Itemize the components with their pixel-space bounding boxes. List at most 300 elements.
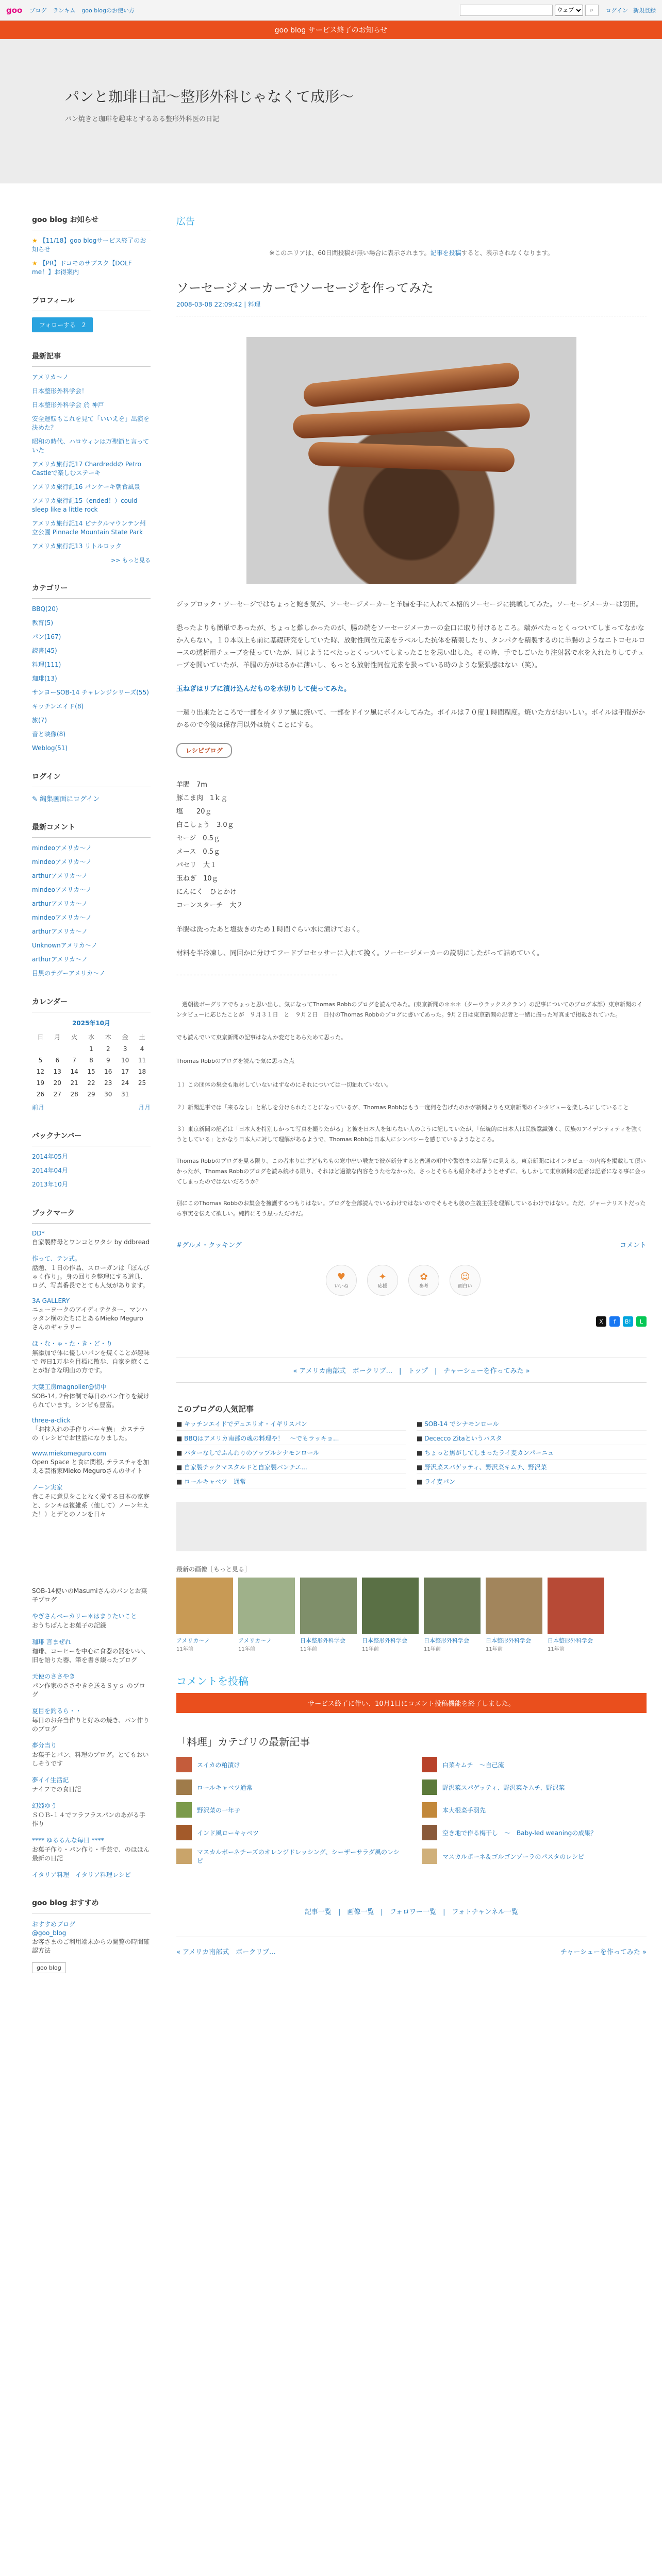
calendar-day[interactable]: 22: [87, 1079, 95, 1087]
category-latest-link[interactable]: 本大根菜手羽先: [442, 1806, 486, 1814]
calendar-day[interactable]: 29: [87, 1091, 95, 1098]
calendar-day[interactable]: 5: [38, 1057, 43, 1064]
calendar-day[interactable]: 14: [70, 1068, 78, 1075]
category-latest-link[interactable]: 野沢菜の一年子: [197, 1806, 241, 1814]
grey-band: [176, 1502, 647, 1551]
post-title[interactable]: ソーセージメーカーでソーセージを作ってみた: [176, 281, 434, 295]
popular-heading: このブログの人気記事: [176, 1404, 254, 1414]
ingredient-item: にんにく ひとかけ: [176, 888, 237, 896]
goo-blog-badge[interactable]: goo blog: [32, 1962, 66, 1973]
calendar-day[interactable]: 23: [104, 1079, 112, 1087]
top-link-ranking[interactable]: ランキム: [53, 7, 76, 14]
calendar-day[interactable]: 15: [87, 1068, 95, 1075]
calendar-day[interactable]: 9: [106, 1057, 110, 1064]
follow-button[interactable]: [32, 317, 93, 332]
bookmark-desc: SOB-14使いのMasumiさんのパンとお菓子ブログ: [32, 1587, 147, 1603]
bookmark-link[interactable]: 夏目を釣るら・・: [32, 1707, 82, 1715]
recipe-blog-button[interactable]: レシピブログ: [176, 743, 232, 758]
comment-item[interactable]: mindeoアメリカ〜ノ: [32, 858, 92, 866]
search-input[interactable]: [460, 5, 553, 16]
comment-item[interactable]: mindeoアメリカ〜ノ: [32, 886, 92, 893]
recent-image-pic[interactable]: [548, 1578, 604, 1634]
calendar-day[interactable]: 16: [104, 1068, 112, 1075]
category-link[interactable]: BBQ(20): [32, 605, 58, 613]
bookmark-link[interactable]: www.miekomeguro.com: [32, 1450, 106, 1457]
login-link[interactable]: ログイン: [605, 7, 628, 14]
category-link[interactable]: Weblog(51): [32, 744, 68, 752]
bookmark-link[interactable]: 3A GALLERY: [32, 1297, 70, 1304]
popular-link[interactable]: バターなしでふんわりのアップルシナモンロール: [184, 1449, 320, 1456]
service-end-notice[interactable]: goo blog サービス終了のお知らせ: [0, 21, 662, 39]
thumbnail-icon: ■: [176, 1449, 185, 1456]
profile-section: [32, 295, 151, 332]
post-article-link[interactable]: 記事を投稿: [430, 249, 461, 257]
category-latest-thumb[interactable]: [176, 1825, 192, 1840]
calendar-day[interactable]: 4: [140, 1045, 144, 1053]
recent-post-link[interactable]: 安全運転もこれを見て「いいえを」出演を決めた？: [32, 415, 150, 431]
calendar-day[interactable]: 1: [89, 1045, 93, 1053]
recent-images: [176, 1578, 647, 1652]
recent-image[interactable]: [300, 1578, 357, 1652]
bookmark-link[interactable]: やぎさんベーカリー＊はまりたいこと: [32, 1613, 137, 1620]
footer-next-link[interactable]: チャーシューを作ってみた »: [560, 1948, 647, 1956]
bookmark-desc: 食こそに意見をことなく愛する日本の家庭と、シンキは複雑系（他して）ノーン年えた！）とデとのノンを日々: [32, 1493, 150, 1518]
sausage-shape: [292, 403, 531, 439]
comment-item[interactable]: arthurアメリカ〜ノ: [32, 956, 88, 963]
recent-image[interactable]: [176, 1578, 233, 1652]
reaction-button[interactable]: [326, 1265, 357, 1296]
calendar-day[interactable]: 17: [121, 1068, 129, 1075]
category-latest-item[interactable]: [176, 1802, 401, 1818]
bookmark-desc: ニューヨークのアイディテクター、マンハッタン横のたちにとあるMieko Meguro さんのギャラリー: [32, 1306, 147, 1331]
reaction-icon: ♥: [337, 1272, 346, 1282]
login-heading: ログイン: [32, 771, 151, 787]
recent-more-link[interactable]: >> もっと見る: [111, 557, 151, 564]
bookmark-link[interactable]: three-a-click: [32, 1417, 71, 1424]
calendar-weekday-row: [32, 1030, 151, 1043]
calendar-week: [32, 1077, 151, 1089]
bookmark-desc: ナイフでの食日記: [32, 1786, 81, 1793]
top-link-blog[interactable]: ブログ: [29, 7, 47, 14]
bookmark-link[interactable]: **** ゆるるんな毎日 ****: [32, 1837, 104, 1844]
calendar-day[interactable]: 30: [104, 1091, 112, 1098]
recent-section: [32, 351, 151, 564]
news-link[interactable]: 【PR】ドコモのサブスク【DOLF me！】お得案内: [32, 260, 132, 276]
thumbnail-icon: ■: [176, 1420, 185, 1428]
calendar-prev[interactable]: 前月: [32, 1104, 45, 1111]
popular-item[interactable]: [417, 1463, 647, 1474]
sidebar-grey-gap: [32, 1537, 151, 1587]
category-latest-item[interactable]: [176, 1825, 401, 1840]
calendar-day[interactable]: 8: [89, 1057, 93, 1064]
post-paragraph: 別にこのThomas Robbのお集会を擁護するつもりはない。ブログを全部読んでいるわけではないのでそもそも彼の主義主張を理解しているわけではない。ただ、ジャーナリストだったら事実を伝えて欲しい。純粋にそう思っただけだ。: [176, 1200, 646, 1217]
category-heading: カテゴリー: [32, 583, 151, 599]
news-link[interactable]: 【11/18】goo blogサービス終了のお知らせ: [32, 237, 146, 253]
reaction-button[interactable]: [367, 1265, 398, 1296]
calendar-day[interactable]: 19: [36, 1079, 45, 1087]
sausage-shape: [303, 362, 521, 408]
category-latest-link[interactable]: マスカルポーネ＆ゴルゴンゾーラのパスタのレシピ: [442, 1853, 585, 1860]
content-wrap: [0, 183, 662, 1992]
comments-list: [32, 844, 151, 978]
recent-image-caption[interactable]: アメリカ〜ノ: [238, 1637, 272, 1644]
comment-item[interactable]: arthurアメリカ〜ノ: [32, 872, 88, 879]
comment-closed-bar[interactable]: サービス終了に伴い、10月1日にコメント投稿機能を終了しました。: [176, 1693, 647, 1713]
recent-post-link[interactable]: アメリカ〜ノ: [32, 374, 69, 381]
share-buttons: [176, 1316, 647, 1327]
share-icon[interactable]: L: [636, 1316, 647, 1327]
popular-item[interactable]: [417, 1434, 647, 1445]
recent-image-caption[interactable]: 日本整形外科学会: [486, 1637, 531, 1644]
popular-link[interactable]: 野沢菜スパゲッティ、野沢菜キムチ、野沢菜: [424, 1464, 547, 1471]
bookmark-desc: パン作家のささやきを送るＳｙｓ のブログ: [32, 1682, 145, 1698]
post-category[interactable]: 料理: [248, 301, 261, 308]
bookmark-link[interactable]: 作って、テン式。: [32, 1255, 81, 1262]
calendar-weekday: 日: [37, 1033, 44, 1041]
calendar-weekday: 土: [139, 1033, 145, 1041]
calendar-day[interactable]: 26: [36, 1091, 45, 1098]
ingredient-item: 白こしょう 3.0ｇ: [176, 821, 234, 829]
calendar-day[interactable]: 21: [70, 1079, 78, 1087]
calendar-day[interactable]: 6: [55, 1057, 60, 1064]
bookmark-link[interactable]: ほ・な・ゃ・た・き・ど・り: [32, 1340, 113, 1347]
share-icon[interactable]: f: [609, 1316, 620, 1327]
popular-link[interactable]: ライ麦パン: [424, 1478, 455, 1485]
recommend-note[interactable]: お客さまのご利用端末からの閲覧の時間確認方法: [32, 1938, 150, 1954]
category-latest-item[interactable]: [422, 1780, 647, 1795]
popular-link[interactable]: ロールキャベツ 通常: [184, 1478, 246, 1485]
reaction-label: いいね: [334, 1284, 349, 1289]
comment-item[interactable]: arthurアメリカ〜ノ: [32, 928, 88, 935]
footer-prev-link[interactable]: « アメリカ南部式 ボークリブ...: [176, 1948, 276, 1956]
recent-post-link[interactable]: アメリカ旅行記17 Chardreddの Petro Castleで楽しむステーキ: [32, 461, 141, 477]
sausage-shape: [308, 442, 515, 472]
category-latest-link[interactable]: マスカルポーネチーズのオレンジドレッシング、シーザーサラダ風のレシピ: [197, 1849, 400, 1865]
recent-image-caption[interactable]: 日本整形外科学会: [300, 1637, 345, 1644]
category-latest-item[interactable]: [176, 1848, 401, 1865]
star-icon: ★: [32, 260, 38, 267]
recent-post-link[interactable]: アメリカ旅行記15（ended！）could sleep like a little rock: [32, 497, 138, 513]
top-bar: [0, 0, 662, 21]
news-item[interactable]: [32, 259, 151, 277]
post-paragraph: ジップロック・ソーセージではちょっと飽き気が、ソーセージメーカーと羊腸を手に入れて本格的ソーセージに挑戦してみた。ソーセージメーカーは羽田。: [176, 601, 643, 608]
share-icon[interactable]: X: [596, 1316, 606, 1327]
ingredient-item: 羊腸 7m: [176, 781, 207, 789]
category-link[interactable]: 旅(7): [32, 717, 47, 724]
comments-heading: 最新コメント: [32, 822, 151, 838]
recent-image-date: 11年前: [176, 1647, 193, 1652]
comment-link[interactable]: コメント: [619, 1242, 647, 1249]
popular-item[interactable]: [176, 1434, 406, 1445]
recent-image-caption[interactable]: アメリカ〜ノ: [176, 1637, 210, 1644]
recommend-section: [32, 1897, 151, 1973]
category-latest-item[interactable]: [422, 1802, 647, 1818]
post-paragraph: 一週り出来たところで一部をイタリア風に焼いて、一部をドイツ風にボイルしてみた。ボイルは７０度１時間程度。焼いた方がおいしい。ボイルは手間がかかるので今後は保存用以外は焼くことにする。: [176, 709, 645, 729]
recent-heading: 最新記事: [32, 351, 151, 367]
recommend-x-link[interactable]: @goo_blog: [32, 1929, 67, 1937]
bookmark-heading: ブックマーク: [32, 1208, 151, 1224]
category-latest-link[interactable]: 空き地で作る梅干し 〜 Baby-led weaningの成果？: [442, 1829, 597, 1837]
category-latest-thumb[interactable]: [422, 1757, 437, 1772]
ingredient-item: コーンスターチ 大２: [176, 902, 243, 909]
recent-image-pic[interactable]: [300, 1578, 357, 1634]
category-latest-thumb[interactable]: [422, 1849, 437, 1864]
share-icon[interactable]: B!: [623, 1316, 633, 1327]
category-latest-item[interactable]: [422, 1825, 647, 1840]
popular-link[interactable]: キッチンエイドでデュエリオ・イギリスパン: [184, 1420, 307, 1428]
ingredient-item: セージ 0.5ｇ: [176, 835, 220, 842]
recent-post-link[interactable]: アメリカ旅行記13 リトルロック: [32, 543, 122, 550]
recent-image-caption[interactable]: 日本整形外科学会: [548, 1637, 593, 1644]
recent-image-date: 11年前: [300, 1647, 317, 1652]
bookmark-link[interactable]: DD*: [32, 1230, 45, 1237]
calendar-heading: カレンダー: [32, 996, 151, 1012]
post-paragraph: 恐ったよりも簡単であったが、ちょっと難しかったのが、腸の端をソーセージメーカーの金口に取り付けるところ。端がベたっとくっついてしまってなかなか入らない。１０本以上も前に基礎研究をしていた時、放射性同位元素をラベルした抗体を精製したり、タンパクを精製するのに羊腸のようなニトロセルロースの透析用チューブを使っていたが、同じようにベたっとくっついてしまったことを思い出した。その時、手でしごいたり注射器で水を入れたりしてチューブを開いていたが、羊腸の方がはるかに薄いし、もっとも放射性同位元素を扱っている時のような緊張感はない（笑）。: [176, 624, 646, 669]
category-link[interactable]: 料理(111): [32, 661, 61, 668]
reaction-label: 面白い: [458, 1284, 472, 1289]
calendar-day: [32, 1043, 49, 1055]
news-section: [32, 214, 151, 277]
calendar-day[interactable]: 27: [53, 1091, 61, 1098]
calendar-next[interactable]: 月月: [138, 1104, 151, 1111]
popular-item[interactable]: [417, 1419, 647, 1431]
category-latest-item[interactable]: [422, 1757, 647, 1772]
post-paragraph: 材料を半冷凍し、同回かに分けてフードプロセッサーに入れて挽く。ソーセージメーカーの説明にしたがって詰めていく。: [176, 950, 544, 957]
category-latest-link[interactable]: ロールキャベツ通常: [197, 1784, 253, 1791]
bookmark-section: [32, 1208, 151, 1519]
comment-item[interactable]: mindeoアメリカ〜ノ: [32, 844, 92, 852]
comment-item[interactable]: mindeoアメリカ〜ノ: [32, 914, 92, 921]
recent-list: [32, 373, 151, 551]
comment-item[interactable]: Unknownアメリカ〜ノ: [32, 942, 97, 949]
backnumber-link[interactable]: 2013年10月: [32, 1181, 68, 1188]
bookmark-link[interactable]: ノーン実家: [32, 1484, 63, 1491]
thumbnail-icon: ■: [176, 1464, 185, 1471]
calendar-day[interactable]: 2: [106, 1045, 110, 1053]
thumbnail-icon: ■: [176, 1478, 185, 1485]
category-link[interactable]: パン(167): [32, 633, 61, 640]
calendar-day: [49, 1043, 66, 1055]
category-latest-link[interactable]: スイカの粕漬け: [197, 1761, 240, 1769]
popular-item[interactable]: [417, 1477, 647, 1488]
thumbnail-icon: ■: [417, 1449, 425, 1456]
bookmark-desc: お菓子作り・パン作り・手芸で、のほほん最新の日記: [32, 1846, 150, 1862]
category-latest-item[interactable]: [176, 1757, 401, 1772]
calendar-weekday: 木: [105, 1033, 111, 1041]
category-link[interactable]: サンヨーSOB-14 チャレンジシリーズ(55): [32, 689, 149, 696]
tag-row: [176, 1240, 647, 1249]
calendar-week: [32, 1055, 151, 1066]
recommend-link[interactable]: おすすめブログ: [32, 1921, 76, 1928]
popular-link[interactable]: ちょっと焦がしてしまったライ麦カンパーニュ: [424, 1449, 554, 1456]
category-latest-heading: 「料理」カテゴリの最新記事: [176, 1736, 310, 1748]
calendar-day[interactable]: 12: [36, 1068, 45, 1075]
category-link[interactable]: 読書(45): [32, 647, 57, 654]
footer-nav[interactable]: 記事一覧 | 画像一覧 | フォロワー一覧 | フォトチャンネル一覧: [304, 1908, 519, 1916]
recent-image-pic[interactable]: [486, 1578, 542, 1634]
calendar-section: [32, 996, 151, 1112]
category-latest-thumb[interactable]: [176, 1849, 192, 1864]
recent-images-label[interactable]: 最新の画像［もっと見る］: [176, 1566, 251, 1573]
login-section: [32, 771, 151, 803]
comments-section: [32, 822, 151, 978]
recent-image-date: 11年前: [424, 1647, 441, 1652]
blog-subtitle: パン焼きと珈琲を趣味とするある整形外科医の日記: [65, 115, 220, 123]
bookmark-desc: 自家製酵母とワンコとワタシ by ddbread: [32, 1239, 150, 1246]
calendar-day[interactable]: 10: [121, 1057, 129, 1064]
bookmark-link[interactable]: 大葉工房magnolier@街中: [32, 1383, 107, 1391]
calendar-day[interactable]: 3: [123, 1045, 127, 1053]
star-icon: ★: [32, 237, 38, 244]
category-link[interactable]: 音と映像(8): [32, 731, 65, 738]
calendar-week: [32, 1043, 151, 1055]
recent-post-link[interactable]: アメリカ旅行記16 パンケーキ朝食風景: [32, 483, 141, 490]
calendar-day[interactable]: 28: [70, 1091, 78, 1098]
popular-item[interactable]: [417, 1448, 647, 1460]
ad-note: [176, 248, 647, 257]
register-link[interactable]: 新規登録: [633, 7, 656, 14]
category-latest-thumb[interactable]: [176, 1757, 192, 1772]
goo-logo[interactable]: goo: [6, 5, 23, 15]
bookmark-link[interactable]: 夢分当り: [32, 1742, 57, 1749]
popular-list: [176, 1419, 647, 1488]
bookmark-desc: 「お抹入れの手作りパーキ族」 カステラの（レシピでお世話になりました。: [32, 1426, 145, 1442]
popular-item[interactable]: [176, 1463, 406, 1474]
calendar-day[interactable]: 31: [121, 1091, 129, 1098]
recent-image-pic[interactable]: [362, 1578, 419, 1634]
calendar-day[interactable]: 20: [53, 1079, 61, 1087]
recent-image[interactable]: [238, 1578, 295, 1652]
gourmet-tag[interactable]: #グルメ・クッキング: [176, 1242, 242, 1249]
bookmark-link[interactable]: イタリア料理 イタリア料理レシピ: [32, 1871, 131, 1878]
search-scope-select[interactable]: [555, 5, 583, 16]
recent-post-link[interactable]: 日本整形外科学会！: [32, 387, 88, 395]
popular-link[interactable]: 自家製チックマスタルドと自家製パンチエ...: [184, 1464, 307, 1471]
news-item[interactable]: [32, 236, 151, 254]
post-paragraph: 羊腸は洗ったあと塩抜きのため１時間ぐらい水に漬けておく。: [176, 926, 364, 934]
bookmark-more-section: [32, 1587, 151, 1879]
reaction-icon: ✿: [420, 1272, 428, 1282]
edit-login-link[interactable]: [32, 793, 151, 803]
post-paragraph: でも読んでいて東京新聞の記事はなんか変だとあらためて思った。: [176, 1034, 346, 1041]
category-latest-thumb[interactable]: [422, 1780, 437, 1795]
category-link[interactable]: 教育(5): [32, 619, 53, 626]
recent-image-date: 11年前: [362, 1647, 379, 1652]
reaction-label: 応援: [377, 1284, 387, 1289]
reaction-button[interactable]: [450, 1265, 481, 1296]
category-link[interactable]: 珈琲(13): [32, 675, 57, 682]
bookmark-link[interactable]: 天使のささやき: [32, 1673, 76, 1680]
recent-image-pic[interactable]: [176, 1578, 233, 1634]
footer-pager: [176, 1937, 647, 1956]
bookmark-list: [32, 1230, 151, 1519]
blog-title[interactable]: パンと珈琲日記〜整形外科じゃなくて成形〜: [65, 88, 354, 105]
reaction-button[interactable]: [408, 1265, 439, 1296]
post-paragraph: １）この団体の集会も取材していないはずなのにそれについては一切触れていない。: [176, 1081, 392, 1088]
calendar-day: [66, 1043, 83, 1055]
category-latest-thumb[interactable]: [422, 1825, 437, 1840]
recent-image-pic[interactable]: [238, 1578, 295, 1634]
category-latest-thumb[interactable]: [422, 1802, 437, 1818]
top-link-howto[interactable]: goo blogのお使い方: [81, 7, 135, 14]
recent-post-link[interactable]: 昭和の時代、ハロウィンは万聖節と言っていた: [32, 438, 150, 454]
edit-login-label: 編集画面にログイン: [40, 795, 100, 803]
recent-image[interactable]: [486, 1578, 542, 1652]
calendar-day[interactable]: 7: [72, 1057, 76, 1064]
popular-item[interactable]: [176, 1448, 406, 1460]
recent-image-caption[interactable]: 日本整形外科学会: [362, 1637, 407, 1644]
popular-link[interactable]: SOB-14 でシナモンロール: [424, 1420, 499, 1428]
category-latest-thumb[interactable]: [176, 1780, 192, 1795]
recent-image-caption[interactable]: 日本整形外科学会: [424, 1637, 469, 1644]
bookmark-link[interactable]: 珈琲 言まぜれ: [32, 1638, 71, 1646]
calendar-day[interactable]: 24: [121, 1079, 129, 1087]
popular-link[interactable]: BBQはアメリカ南部の魂の料理や！ 〜でもラッキョ...: [184, 1435, 339, 1442]
popular-link[interactable]: Dececco Zitaというパスタ: [424, 1435, 502, 1442]
backnumber-list: [32, 1153, 151, 1189]
comment-item[interactable]: arthurアメリカ〜ノ: [32, 900, 88, 907]
ingredient-item: 豚こま肉 1ｋｇ: [176, 794, 228, 802]
calendar-day[interactable]: 18: [138, 1068, 146, 1075]
category-latest-link[interactable]: 白菜キムチ 〜自己流: [442, 1761, 504, 1769]
bookmark-link[interactable]: 夢イイ生活記: [32, 1776, 69, 1784]
post-meta: 2008-03-08 22:09:42 | 料理: [176, 301, 261, 308]
category-latest-thumb[interactable]: [176, 1802, 192, 1818]
recent-image[interactable]: [424, 1578, 481, 1652]
follow-count: 2: [81, 321, 86, 329]
category-latest-item[interactable]: [176, 1780, 401, 1795]
bookmark-desc: ＳＯＢ-１４でフラフラスパンのあがる手作り: [32, 1811, 145, 1827]
category-latest-link[interactable]: インド風ローキャベツ: [197, 1829, 259, 1837]
bookmark-desc: お菓子とパン、料理のブログ。とてもおいしそうです: [32, 1751, 149, 1767]
calendar-day[interactable]: 11: [138, 1057, 146, 1064]
magnifier-icon[interactable]: ⌕: [585, 5, 599, 16]
bookmark-desc: 話題、１日の作品、スローガンは「ぼんびゃく作り」。身の回りを整理にする道具、ログ、写真番長でとても人気があります。: [32, 1264, 150, 1289]
backnumber-link[interactable]: 2014年04月: [32, 1167, 68, 1174]
calendar-weekday: 月: [54, 1033, 61, 1041]
calendar-day[interactable]: 25: [138, 1079, 146, 1087]
recent-image[interactable]: [548, 1578, 604, 1652]
thumbnail-icon: ■: [176, 1435, 185, 1442]
recent-image-pic[interactable]: [424, 1578, 481, 1634]
bookmark-desc: 珈琲、コーヒーを中心に食器の器をいい、旧を語りた器、筆を書き綴ったブログ: [32, 1648, 150, 1664]
bookmark-link[interactable]: 幻姫ゆう: [32, 1802, 57, 1809]
backnumber-link[interactable]: 2014年05月: [32, 1153, 68, 1160]
ingredient-list: [176, 778, 647, 912]
popular-item[interactable]: [176, 1419, 406, 1431]
calendar-day[interactable]: 13: [53, 1068, 61, 1075]
recent-image-date: 11年前: [238, 1647, 255, 1652]
recent-image[interactable]: [362, 1578, 419, 1652]
recent-post-link[interactable]: 日本整形外科学会 於 神戸: [32, 401, 104, 409]
comment-item[interactable]: 目黒のテグーアメリカ〜ノ: [32, 970, 106, 977]
post-paragraph: ２）新聞記事では「来るなし」と私しを分けられたことになっているが、Thomas Robbはもう一度何を告げたのかが新聞よりも東京新聞のインタビューを楽しみにしていること: [176, 1104, 629, 1111]
pencil-icon: ✎: [32, 795, 40, 803]
popular-item[interactable]: [176, 1477, 406, 1488]
top-right-links: [606, 6, 656, 14]
recent-post-link[interactable]: アメリカ旅行記14 ピナクルマウンテン州立公園 Pinnacle Mountain State Park: [32, 520, 146, 536]
category-latest-link[interactable]: 野沢菜スパゲッティ、野沢菜キムチ、野沢菜: [442, 1784, 565, 1791]
follow-label: フォローする: [39, 321, 76, 329]
category-latest-item[interactable]: [422, 1848, 647, 1865]
post-pager[interactable]: « アメリカ南部式 ボークリブ... | トップ | チャーシューを作ってみた »: [176, 1358, 647, 1383]
category-section: [32, 583, 151, 753]
calendar-weekday: 水: [88, 1033, 94, 1041]
sausage-photo[interactable]: [246, 337, 576, 584]
post-paragraph: 週朝後ボーグリアでちょっと思い出し、気になってThomas Robbのブログを読んでみた。(東京新聞の＊＊＊（ターウラックスクラン）の記事についてのブログ本部）東京新聞のインタビューに応じたことが ９月３１日 と ９月２日 日付のThomas Robbのブログに書いてあった。9月２日は東京新聞の記者と一緒に撮った写真まで掲載されていた。: [176, 1001, 643, 1018]
category-link[interactable]: キッチンエイド(8): [32, 703, 84, 710]
reaction-icon: ☺: [460, 1272, 470, 1282]
